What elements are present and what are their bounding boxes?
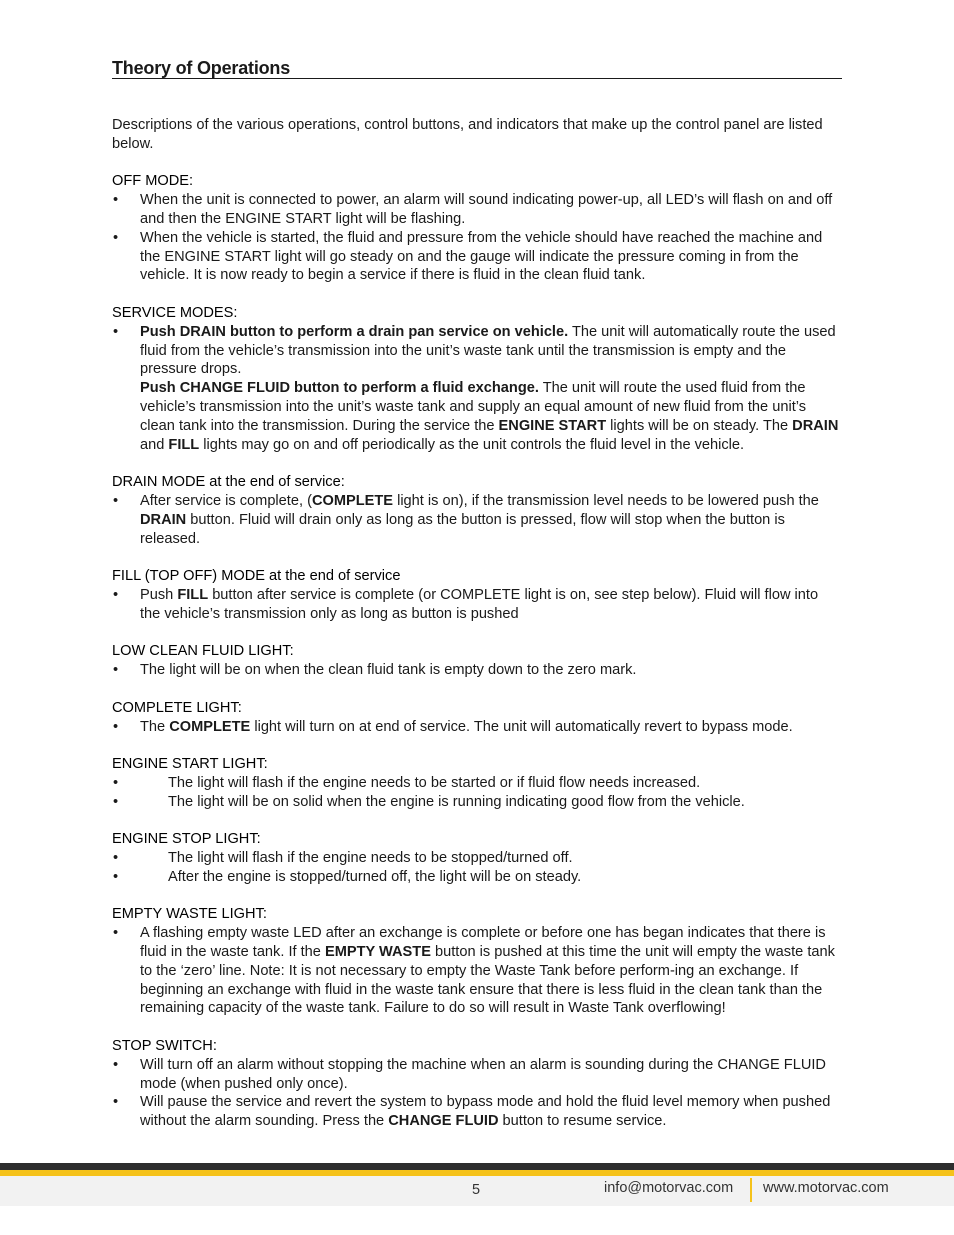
list-item — [112, 718, 842, 737]
intro-paragraph: Descriptions of the various operations, control buttons, and indicators that make up the control panel are listed below. — [112, 117, 823, 152]
list-item: • The light will be on when the clean fluid tank is empty down to the zero mark. — [112, 661, 842, 680]
list-item: • The light will flash if the engine needs to be stopped/turned off. — [112, 849, 842, 868]
bold-text: DRAIN — [792, 417, 839, 434]
section-fill-mode — [112, 567, 842, 623]
list-item: • When the unit is connected to power, an alarm will sound indicating power-up, all LED’s will flash on and off and then the ENGINE START light will be flashing. — [112, 191, 842, 229]
list-item: • The light will flash if the engine needs to be started or if fluid flow needs increased. — [112, 774, 842, 793]
bullet-list — [112, 774, 842, 812]
bullet-list — [112, 1056, 842, 1131]
bold-text: Push DRAIN button to perform a drain pan service on vehicle. — [140, 323, 569, 340]
section-low-clean-fluid — [112, 642, 842, 680]
section-heading: ENGINE STOP LIGHT: — [112, 831, 261, 848]
bold-text: FILL — [168, 436, 200, 453]
body-text: lights will be on steady. The — [606, 417, 793, 434]
section-heading: EMPTY WASTE LIGHT: — [112, 906, 267, 923]
list-item — [112, 1093, 842, 1131]
footer-email-link[interactable]: info@motorvac.com — [604, 1180, 734, 1196]
footer-website-link[interactable]: www.motorvac.com — [763, 1180, 889, 1196]
list-item — [112, 323, 842, 379]
body-text: and — [140, 436, 169, 453]
body-text: button. Fluid will drain only as long as the button is pressed, flow will stop when the button is released. — [140, 511, 785, 547]
bullet-list — [112, 586, 842, 624]
list-item: • The light will be on solid when the engine is running indicating good flow from the vehicle. — [112, 793, 842, 812]
body-text: Will pause the service and revert the system to bypass mode and hold the fluid level memory when pushed without the alarm sounding. Press the — [140, 1094, 831, 1130]
body-text: A flashing empty waste LED after an exchange is complete or before one has began indicates that there is fluid in the waste tank. If the — [140, 925, 826, 961]
body-text: The unit will route the used fluid from the vehicle’s transmission into the unit’s waste tank and supply an equal amount of new fluid from the unit’s clean tank into the transmission. During the service the — [140, 380, 807, 434]
document-body — [112, 116, 842, 1131]
footer-divider — [750, 1178, 752, 1202]
section-heading: COMPLETE LIGHT: — [112, 699, 242, 716]
bullet-list — [112, 924, 842, 1018]
section-empty-waste-light — [112, 905, 842, 1018]
bold-text: EMPTY WASTE — [324, 944, 431, 961]
list-item: • When the vehicle is started, the fluid and pressure from the vehicle should have reached the machine and the ENGINE START light will go steady on and the gauge will indicate the pressure coming in from the vehicle. It is now ready to begin a service if there is fluid in the clean fluid tank. — [112, 229, 842, 285]
list-item — [112, 924, 842, 1018]
page-title: Theory of Operations — [112, 58, 291, 78]
list-item — [112, 586, 842, 624]
list-item: • After the engine is stopped/turned off, the light will be on steady. — [112, 868, 842, 887]
body-text: button to resume service. — [498, 1113, 667, 1130]
section-off-mode — [112, 172, 842, 285]
body-text: lights may go on and off periodically as the unit controls the fluid level in the vehicle. — [199, 436, 745, 453]
body-text: Push — [140, 586, 178, 603]
bullet-list — [112, 492, 842, 548]
list-item: • Will turn off an alarm without stopping the machine when an alarm is sounding during the CHANGE FLUID mode (when pushed only once). — [112, 1056, 842, 1094]
bullet-list — [112, 661, 842, 680]
bullet-list — [112, 849, 842, 887]
section-heading: OFF MODE: — [112, 173, 194, 190]
section-heading: DRAIN MODE at the end of service: — [112, 474, 345, 491]
section-complete-light — [112, 699, 842, 737]
bullet-list — [112, 323, 842, 379]
bold-text: ENGINE START — [498, 417, 607, 434]
section-service-modes — [112, 304, 842, 454]
footer-band-dark — [0, 1163, 954, 1170]
section-engine-start-light — [112, 755, 842, 811]
page-number: 5 — [472, 1182, 481, 1198]
body-text: The — [140, 718, 170, 735]
title-rule — [112, 56, 842, 79]
body-text: light is on), if the transmission level needs to be lowered push the — [393, 492, 819, 509]
section-heading: SERVICE MODES: — [112, 304, 238, 321]
body-text: button is pushed at this time the unit will empty the waste tank to the ‘zero’ line. Note: It is not necessary to empty the Waste Tank before perform-ing an exchange. If beginning an exchange with fluid in the waste tank ensure that there is less fluid in the clean tank than the remaining capacity of the waste tank. Failure to do so will result in Waste Tank overflowing! — [140, 944, 835, 1017]
section-heading: ENGINE START LIGHT: — [112, 756, 268, 773]
body-text: light will turn on at end of service. The unit will automatically revert to bypass mode. — [250, 718, 793, 735]
section-heading: FILL (TOP OFF) MODE at the end of service — [112, 568, 401, 585]
section-heading: LOW CLEAN FLUID LIGHT: — [112, 643, 294, 660]
body-text: button after service is complete (or COMPLETE light is on, see step below). Fluid will flow into the vehicle’s transmission only as long as button is pushed — [140, 586, 819, 622]
bold-text: FILL — [177, 586, 209, 603]
section-drain-mode — [112, 473, 842, 548]
section-heading: STOP SWITCH: — [112, 1038, 217, 1055]
bold-text: Push CHANGE FLUID button to perform a fluid exchange. — [140, 380, 539, 397]
continuation-paragraph — [112, 379, 842, 454]
bold-text: COMPLETE — [311, 492, 394, 509]
body-text: After service is complete, ( — [140, 492, 312, 509]
bold-text: DRAIN — [140, 511, 187, 528]
section-engine-stop-light — [112, 830, 842, 886]
bullet-list — [112, 718, 842, 737]
bullet-list — [112, 191, 842, 285]
list-item — [112, 492, 842, 548]
body-text: The unit will automatically route the used fluid from the vehicle’s transmission into the unit’s waste tank until the transmission is empty and the pressure drops. — [140, 323, 836, 378]
section-stop-switch — [112, 1037, 842, 1131]
bold-text: COMPLETE — [169, 718, 251, 735]
bold-text: CHANGE FLUID — [388, 1113, 499, 1130]
